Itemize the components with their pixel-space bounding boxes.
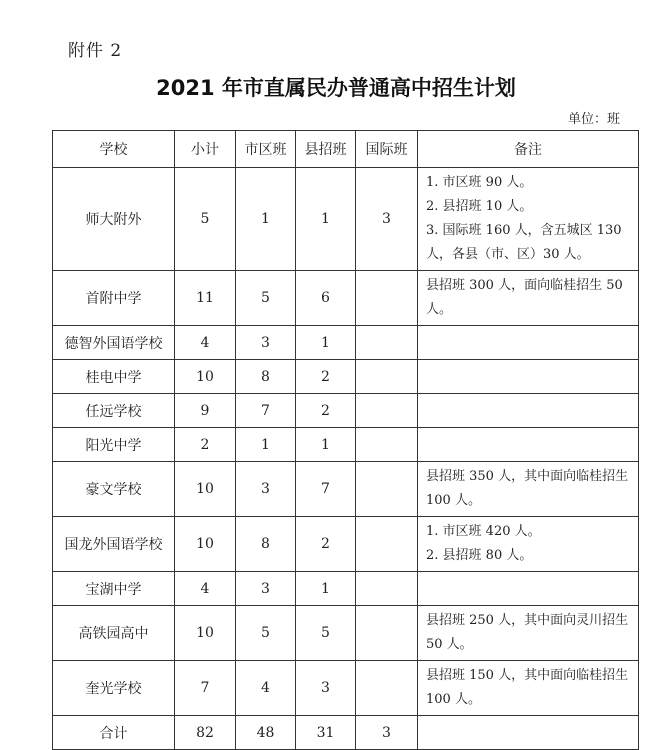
subtotal-cell: 11	[175, 271, 236, 326]
header-city-classes: 市区班	[236, 131, 296, 168]
note-line: 1. 市区班 420 人。	[426, 524, 541, 539]
county-classes-cell: 6	[296, 271, 356, 326]
school-cell: 国龙外国语学校	[53, 517, 175, 572]
table-row	[53, 168, 639, 271]
table-row	[53, 394, 639, 428]
table-body	[53, 168, 639, 750]
header-row	[53, 131, 639, 168]
notes-cell	[418, 271, 639, 326]
school-cell: 合计	[53, 716, 175, 750]
school-cell: 首附中学	[53, 271, 175, 326]
county-classes-cell: 1	[296, 168, 356, 271]
header-notes: 备注	[418, 131, 639, 168]
table-row	[53, 572, 639, 606]
international-classes-cell	[356, 394, 418, 428]
table-row	[53, 606, 639, 661]
table-row	[53, 271, 639, 326]
city-classes-cell: 3	[236, 572, 296, 606]
county-classes-cell: 31	[296, 716, 356, 750]
subtotal-cell: 5	[175, 168, 236, 271]
header-subtotal: 小计	[175, 131, 236, 168]
county-classes-cell: 7	[296, 462, 356, 517]
international-classes-cell	[356, 360, 418, 394]
notes-cell	[418, 428, 639, 462]
city-classes-cell: 8	[236, 360, 296, 394]
unit-label: 单位：班	[567, 112, 620, 127]
table-row	[53, 716, 639, 750]
note-line: 1. 市区班 90 人。	[426, 175, 533, 190]
note-line: 县招班 150 人，其中面向临桂招生 100 人。	[426, 668, 629, 707]
city-classes-cell: 8	[236, 517, 296, 572]
county-classes-cell: 1	[296, 326, 356, 360]
school-cell: 任远学校	[53, 394, 175, 428]
subtotal-cell: 10	[175, 517, 236, 572]
notes-cell	[418, 394, 639, 428]
international-classes-cell	[356, 572, 418, 606]
school-cell: 奎光学校	[53, 661, 175, 716]
city-classes-cell: 1	[236, 168, 296, 271]
notes-cell	[418, 326, 639, 360]
subtotal-cell: 82	[175, 716, 236, 750]
international-classes-cell	[356, 326, 418, 360]
subtotal-cell: 10	[175, 462, 236, 517]
note-line: 2. 县招班 80 人。	[426, 548, 533, 563]
subtotal-cell: 7	[175, 661, 236, 716]
city-classes-cell: 5	[236, 271, 296, 326]
subtotal-cell: 10	[175, 360, 236, 394]
city-classes-cell: 48	[236, 716, 296, 750]
international-classes-cell: 3	[356, 168, 418, 271]
header-school: 学校	[53, 131, 175, 168]
city-classes-cell: 1	[236, 428, 296, 462]
table-row	[53, 428, 639, 462]
notes-cell	[418, 462, 639, 517]
county-classes-cell: 3	[296, 661, 356, 716]
note-line: 县招班 350 人，其中面向临桂招生 100 人。	[426, 469, 629, 508]
header-international-classes: 国际班	[356, 131, 418, 168]
city-classes-cell: 4	[236, 661, 296, 716]
note-line: 3. 国际班 160 人，含五城区 130 人，各县（市、区）30 人。	[426, 223, 622, 262]
page-title: 2021 年市直属民办普通高中招生计划	[156, 76, 516, 100]
school-cell: 宝湖中学	[53, 572, 175, 606]
county-classes-cell: 2	[296, 394, 356, 428]
attachment-label: 附件 2	[68, 41, 123, 61]
international-classes-cell: 3	[356, 716, 418, 750]
notes-cell	[418, 572, 639, 606]
international-classes-cell	[356, 606, 418, 661]
table-row	[53, 517, 639, 572]
school-cell: 师大附外	[53, 168, 175, 271]
school-cell: 阳光中学	[53, 428, 175, 462]
international-classes-cell	[356, 661, 418, 716]
international-classes-cell	[356, 517, 418, 572]
table-row	[53, 462, 639, 517]
county-classes-cell: 2	[296, 360, 356, 394]
table-row	[53, 326, 639, 360]
notes-cell	[418, 661, 639, 716]
city-classes-cell: 7	[236, 394, 296, 428]
county-classes-cell: 1	[296, 572, 356, 606]
notes-cell	[418, 360, 639, 394]
notes-cell	[418, 716, 639, 750]
table-row	[53, 661, 639, 716]
international-classes-cell	[356, 428, 418, 462]
school-cell: 豪文学校	[53, 462, 175, 517]
school-cell: 桂电中学	[53, 360, 175, 394]
county-classes-cell: 2	[296, 517, 356, 572]
note-line: 县招班 250 人，其中面向灵川招生 50 人。	[426, 613, 629, 652]
city-classes-cell: 5	[236, 606, 296, 661]
subtotal-cell: 4	[175, 326, 236, 360]
notes-cell	[418, 606, 639, 661]
enrollment-plan-table	[52, 130, 639, 750]
table-row	[53, 360, 639, 394]
header-county-classes: 县招班	[296, 131, 356, 168]
international-classes-cell	[356, 462, 418, 517]
city-classes-cell: 3	[236, 462, 296, 517]
subtotal-cell: 2	[175, 428, 236, 462]
note-line: 县招班 300 人，面向临桂招生 50 人。	[426, 278, 623, 317]
international-classes-cell	[356, 271, 418, 326]
county-classes-cell: 1	[296, 428, 356, 462]
subtotal-cell: 4	[175, 572, 236, 606]
school-cell: 德智外国语学校	[53, 326, 175, 360]
notes-cell	[418, 168, 639, 271]
subtotal-cell: 9	[175, 394, 236, 428]
note-line: 2. 县招班 10 人。	[426, 199, 533, 214]
county-classes-cell: 5	[296, 606, 356, 661]
subtotal-cell: 10	[175, 606, 236, 661]
school-cell: 高铁园高中	[53, 606, 175, 661]
notes-cell	[418, 517, 639, 572]
city-classes-cell: 3	[236, 326, 296, 360]
